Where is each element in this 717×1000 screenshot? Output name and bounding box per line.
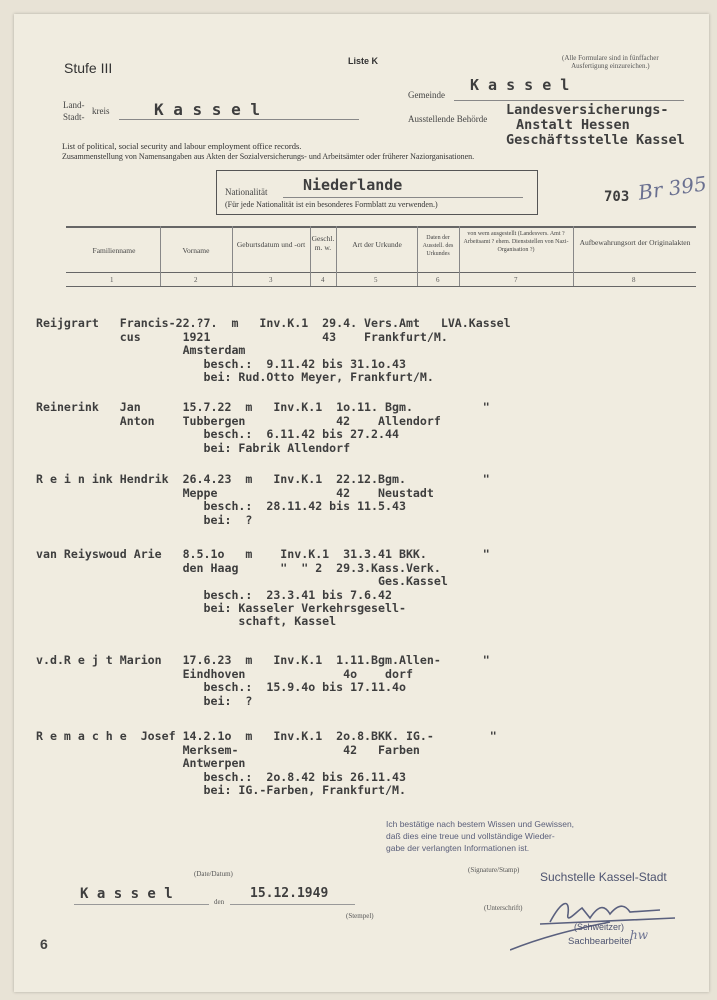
col-header-geschlecht: Geschl. m. w. bbox=[311, 234, 335, 252]
entry-line: van Reiyswoud Arie 8.5.1o m Inv.K.1 31.3.41 BKK. " bbox=[36, 547, 490, 562]
nationalitaet-value: Niederlande bbox=[303, 176, 403, 194]
entry-line: Reijgrart Francis-22.?7. m Inv.K.1 29.4. Vers.Amt LVA.Kassel bbox=[36, 316, 511, 331]
col-header-daten: Daten der Ausstell. des Urkundes bbox=[422, 235, 454, 257]
document-page bbox=[14, 14, 709, 992]
gemeinde-label: Gemeinde bbox=[408, 90, 445, 100]
table-number-divider bbox=[66, 286, 696, 287]
list-number: 703 bbox=[604, 189, 630, 205]
kreis-label: kreis bbox=[92, 106, 110, 116]
entry-line: Meppe 42 Neustadt bbox=[36, 485, 434, 500]
entry-line: bei: ? bbox=[36, 512, 253, 527]
nationalitaet-label: Nationalität bbox=[225, 187, 268, 197]
entry-line: besch.: 23.3.41 bis 7.6.42 bbox=[36, 587, 392, 602]
col-divider-4 bbox=[336, 226, 337, 286]
entry-line: bei: Rud.Otto Meyer, Frankfurt/M. bbox=[36, 370, 434, 385]
entry-line: R e m a c h e Josef 14.2.1o m Inv.K.1 2o.8.BKK. IG.- " bbox=[36, 729, 497, 744]
behoerde-value bbox=[506, 103, 685, 148]
col-num-1: 1 bbox=[110, 276, 114, 284]
stamp-name: (Schweitzer) bbox=[574, 922, 625, 932]
entry-line: Merksem- 42 Farben bbox=[36, 742, 420, 757]
col-num-6: 6 bbox=[436, 276, 440, 284]
gemeinde-underline bbox=[454, 100, 684, 101]
col-num-3: 3 bbox=[269, 276, 273, 284]
behoerde-label: Ausstellende Behörde bbox=[408, 114, 488, 124]
certification-line-1: Ich bestätige nach bestem Wissen und Gewissen, bbox=[386, 819, 575, 829]
note-line-1: (Alle Formulare sind in fünffacher bbox=[562, 54, 659, 62]
entry-line: cus 1921 43 Frankfurt/M. bbox=[36, 329, 448, 344]
entry-5 bbox=[36, 641, 490, 708]
entry-4 bbox=[36, 535, 490, 629]
den-label: den bbox=[214, 898, 225, 906]
entry-line: Anton Tubbergen 42 Allendorf bbox=[36, 413, 441, 428]
col-header-von-wem: von wem ausgestellt (Landesvers. Amt ? Arbeitsamt ? ehem. Dienststellen von Nazi-Organisation ?) bbox=[463, 231, 569, 253]
entry-line: den Haag " " 2 29.3.Kass.Verk. bbox=[36, 560, 441, 575]
certification-line-3: gabe der verlangten Informationen ist. bbox=[386, 843, 530, 853]
footer-place: K a s s e l bbox=[80, 886, 173, 902]
col-num-5: 5 bbox=[374, 276, 378, 284]
entry-line: besch.: 9.11.42 bis 31.1o.43 bbox=[36, 356, 406, 371]
entry-line: bei: IG.-Farben, Frankfurt/M. bbox=[36, 783, 406, 798]
entry-3 bbox=[36, 460, 490, 527]
behoerde-line-2: Anstalt Hessen bbox=[516, 117, 630, 133]
entry-line: Eindhoven 4o dorf bbox=[36, 666, 413, 681]
behoerde-line-3: Geschäftsstelle Kassel bbox=[506, 132, 685, 148]
signature-label: (Signature/Stamp) bbox=[468, 866, 520, 874]
kreis-underline bbox=[119, 119, 359, 120]
behoerde-line-1: Landesversicherungs- bbox=[506, 102, 669, 118]
col-header-familienname: Familienname bbox=[92, 246, 136, 255]
date-underline bbox=[230, 904, 355, 905]
footer-date: 15.12.1949 bbox=[250, 886, 329, 901]
entry-line: bei: ? bbox=[36, 693, 253, 708]
col-header-vorname: Vorname bbox=[182, 246, 210, 255]
entry-2 bbox=[36, 388, 490, 455]
entry-line: schaft, Kassel bbox=[36, 614, 337, 629]
col-header-art: Art der Urkunde bbox=[352, 240, 402, 249]
entry-line: besch.: 15.9.4o bis 17.11.4o bbox=[36, 680, 406, 695]
certification-line-2: daß dies eine treue und vollständige Wieder- bbox=[386, 831, 555, 841]
stempel-label: (Stempel) bbox=[346, 912, 374, 920]
nationalitaet-box bbox=[216, 170, 538, 215]
note-line-2: Ausfertigung einzureichen.) bbox=[571, 62, 650, 70]
entry-line: besch.: 6.11.42 bis 27.2.44 bbox=[36, 427, 399, 442]
entry-line: Antwerpen bbox=[36, 756, 246, 771]
entry-line: besch.: 28.11.42 bis 11.5.43 bbox=[36, 499, 406, 514]
place-underline bbox=[74, 904, 209, 905]
entry-line: bei: Kasseler Verkehrsgesell- bbox=[36, 601, 406, 616]
col-divider-2 bbox=[232, 226, 233, 286]
date-label: (Date/Datum) bbox=[194, 870, 233, 878]
handwritten-number: Br 395 bbox=[636, 171, 709, 205]
gemeinde-value: K a s s e l bbox=[470, 76, 570, 94]
entry-6 bbox=[36, 717, 497, 797]
col-num-8: 8 bbox=[632, 276, 636, 284]
desc-de: Zusammenstellung von Namensangaben aus Akten der Sozialversicherungs- und Arbeitsämter oder früherer Naziorganisationen. bbox=[62, 152, 475, 161]
col-header-aufbewahrungsort: Aufbewahrungsort der Originalakten bbox=[579, 238, 691, 247]
liste-label: Liste K bbox=[348, 56, 379, 66]
entry-line: bei: Fabrik Allendorf bbox=[36, 440, 351, 455]
unterschrift-label: (Unterschrift) bbox=[484, 904, 523, 912]
desc-en: List of political, social security and labour employment office records. bbox=[62, 141, 302, 151]
col-divider-1 bbox=[160, 226, 161, 286]
stamp-office: Suchstelle Kassel-Stadt bbox=[540, 870, 667, 884]
entry-line: R e i n ink Hendrik 26.4.23 m Inv.K.1 22.12.Bgm. " bbox=[36, 472, 490, 487]
col-num-4: 4 bbox=[321, 276, 325, 284]
stamp-initials: hw bbox=[630, 928, 648, 942]
entry-line: v.d.R e j t Marion 17.6.23 m Inv.K.1 1.11.Bgm.Allen- " bbox=[36, 653, 490, 668]
formulare-note bbox=[562, 54, 659, 70]
stadt-label: Stadt- bbox=[63, 112, 85, 122]
col-num-7: 7 bbox=[514, 276, 518, 284]
entry-line: Amsterdam bbox=[36, 343, 246, 358]
col-divider-7 bbox=[573, 226, 574, 286]
certification-stamp bbox=[386, 818, 574, 854]
stufe-label: Stufe III bbox=[64, 60, 113, 76]
land-label: Land- bbox=[63, 100, 85, 110]
stamp-role: Sachbearbeiter bbox=[568, 936, 633, 947]
entry-1 bbox=[36, 304, 511, 384]
kreis-value: K a s s e l bbox=[154, 100, 260, 119]
nationalitaet-underline bbox=[283, 197, 523, 198]
col-divider-6 bbox=[459, 226, 460, 286]
col-num-2: 2 bbox=[194, 276, 198, 284]
entry-line: Reinerink Jan 15.7.22 m Inv.K.1 1o.11. Bgm. " bbox=[36, 400, 490, 415]
entry-line: besch.: 2o.8.42 bis 26.11.43 bbox=[36, 769, 406, 784]
page-number: 6 bbox=[40, 936, 48, 952]
col-header-geburtsdatum: Geburtsdatum und -ort bbox=[236, 240, 306, 249]
nationalitaet-note: (Für jede Nationalität ist ein besonderes Formblatt zu verwenden.) bbox=[225, 200, 438, 209]
entry-line: Ges.Kassel bbox=[36, 574, 448, 589]
